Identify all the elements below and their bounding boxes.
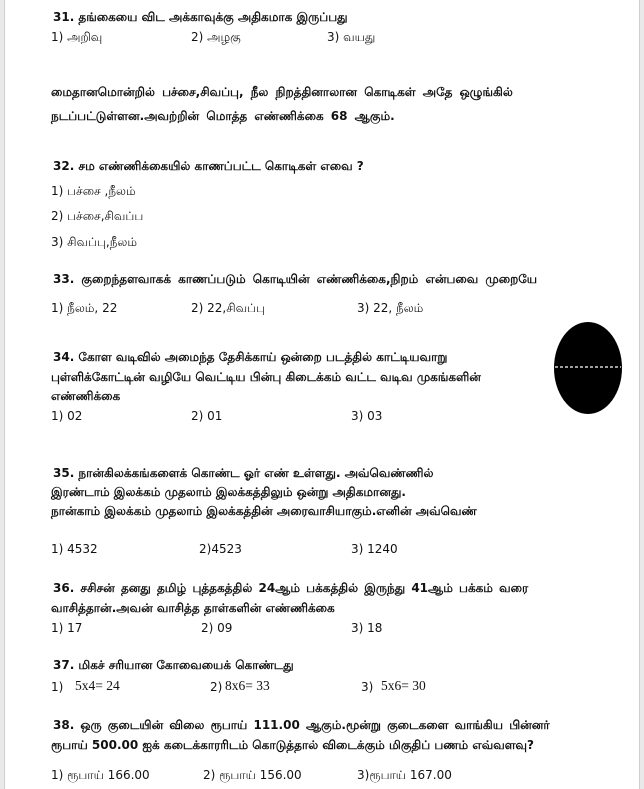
question-32-text: 32. சம எண்ணிக்கையில் காணப்பட்ட கொடிகள் எவை ? [53, 159, 364, 173]
question-35-line-3: நான்காம் இலக்கம் முதலாம் இலக்கத்தின் அரைவாசியாகும்.எனின் அவ்வெண் [51, 504, 477, 518]
question-31-option-3: 3) வயது [327, 30, 376, 44]
question-32-option-3: 3) சிவப்பு,நீலம் [51, 235, 137, 249]
question-38-option-2: 2) ரூபாய் 156.00 [203, 768, 302, 782]
question-37-option-2-number: 2) [210, 680, 223, 694]
question-31-option-1: 1) அறிவு [51, 30, 103, 44]
question-31-option-2: 2) அழகு [191, 30, 241, 44]
question-34-option-2: 2) 01 [191, 409, 223, 423]
question-33-option-2: 2) 22,சிவப்பு [191, 301, 265, 315]
question-34-option-1: 1) 02 [51, 409, 83, 423]
lime-sphere-figure [551, 320, 627, 418]
question-32-option-1: 1) பச்சை ,நீலம் [51, 184, 136, 198]
question-34-line-3: எண்ணிக்கை [51, 389, 121, 403]
question-37-option-1-number: 1) [51, 680, 64, 694]
question-35-option-2: 2)4523 [199, 542, 242, 556]
question-36-option-2: 2) 09 [201, 621, 233, 635]
question-35-option-1: 1) 4532 [51, 542, 98, 556]
question-38-line-1: 38. ஒரு குடையின் விலை ரூபாய் 111.00 ஆகும்.மூன்று குடைகளை வாங்கிய பின்னர் [53, 718, 550, 732]
question-34-option-3: 3) 03 [351, 409, 383, 423]
question-38-line-2: ரூபாய் 500.00 ஐக் கடைக்காரரிடம் கொடுத்தால் விடைக்கும் மிகுதிப் பணம் எவ்வளவு? [51, 738, 534, 752]
question-36-line-1: 36. சசிசன் தனது தமிழ் புத்தகத்தில் 24ஆம் பக்கத்தில் இருந்து 41ஆம் பக்கம் வரை [53, 581, 529, 595]
question-38-option-3: 3)ரூபாய் 167.00 [357, 768, 452, 782]
question-33-option-3: 3) 22, நீலம் [357, 301, 424, 315]
question-34-line-2: புள்ளிக்கோட்டின் வழியே வெட்டிய பின்பு கிடைக்கம் வட்ட வடிவ முகங்களின் [51, 370, 481, 384]
passage-line-1: மைதானமொன்றில் பச்சை,சிவப்பு, நீல நிறத்தினாலான கொடிகள் அதே ஒழுங்கில் [51, 85, 513, 99]
question-37-text: 37. மிகச் சரியான கோவையைக் கொண்டது [53, 658, 294, 672]
exam-page [4, 0, 640, 789]
question-36-line-2: வாசித்தான்.அவன் வாசித்த தாள்களின் எண்ணிக்கை [51, 601, 335, 615]
question-35-option-3: 3) 1240 [351, 542, 398, 556]
question-37-option-3-number: 3) [361, 680, 374, 694]
question-37-option-3: 5x6= 30 [381, 678, 426, 693]
question-33-option-1: 1) நீலம், 22 [51, 301, 118, 315]
question-31-text: 31. தங்கையை விட அக்காவுக்கு அதிகமாக இருப்பது [53, 10, 348, 24]
question-36-option-1: 1) 17 [51, 621, 83, 635]
question-33-text: 33. குறைந்தளவாகக் காணப்படும் கொடியின் எண்ணிக்கை,நிறம் என்பவை முறையே [53, 272, 538, 286]
question-38-option-1: 1) ரூபாய் 166.00 [51, 768, 150, 782]
question-37-option-2: 8x6= 33 [225, 678, 270, 693]
question-35-line-2: இரண்டாம் இலக்கம் முதலாம் இலக்கத்திலும் ஒன்று அதிகமானது. [51, 485, 406, 499]
passage-line-2: நடப்பட்டுள்ளன.அவற்றின் மொத்த எண்ணிக்கை 68 ஆகும். [51, 109, 395, 123]
question-36-option-3: 3) 18 [351, 621, 383, 635]
question-37-option-1: 5x4= 24 [75, 678, 120, 693]
question-35-line-1: 35. நான்கிலக்கங்களைக் கொண்ட ஓர் எண் உள்ளது. அவ்வெண்ணில் [53, 466, 434, 480]
sphere-shape [554, 322, 622, 414]
question-34-line-1: 34. கோள வடிவில் அமைந்த தேசிக்காய் ஒன்றை படத்தில் காட்டியவாறு [53, 350, 448, 364]
question-32-option-2: 2) பச்சை,சிவப்ப [51, 209, 144, 223]
